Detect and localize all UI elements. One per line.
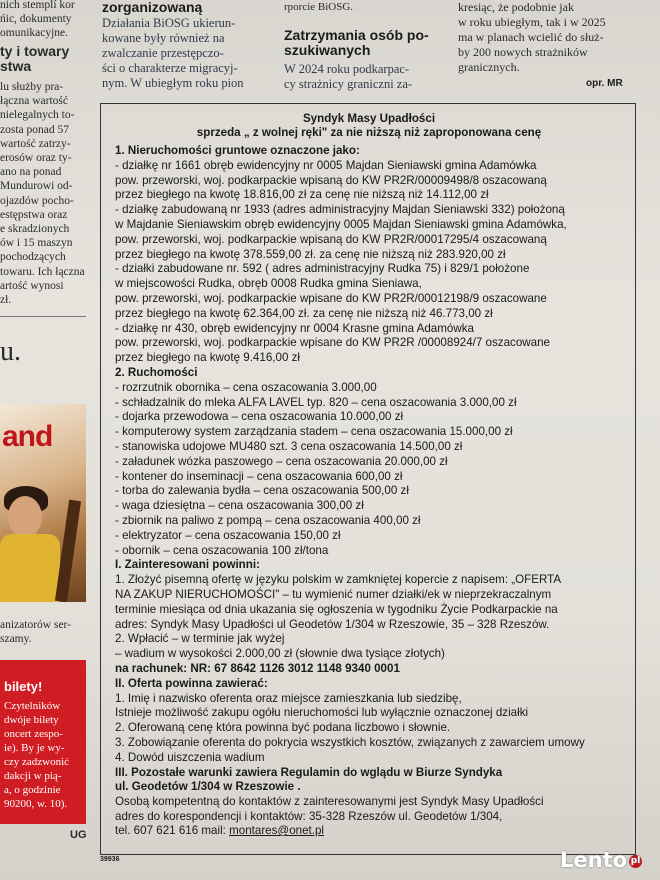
- article-column-2: [284, 0, 450, 96]
- ad-line: - obornik – cena oszacowania 100 zł/tona: [115, 543, 329, 557]
- left-line: ów i 15 maszyn: [0, 237, 73, 250]
- left-line: ńic, dokumenty: [0, 13, 72, 25]
- ad-line: 1. Złożyć pisemną ofertę w języku polskim w zamkniętej kopercie z napisem: „OFERTA: [115, 573, 562, 587]
- promo-line: 90200, w. 10).: [4, 798, 68, 810]
- promo-line: oncert zespo-: [4, 728, 63, 740]
- ad-line: - działkę nr 1661 obręb ewidencyjny nr 0005 Majdan Sieniawski gmina Adamówka: [115, 158, 537, 172]
- ad-line: - dojarka przewodowa – cena oszacowania 10.000,00 zł: [115, 410, 404, 424]
- watermark-suffix: pl: [630, 855, 641, 866]
- ad-line: - działki zabudowane nr. 592 ( adres administracyjny Rudka 75) i 829/1 położone: [115, 262, 530, 276]
- left-line: wartość zatrzy-: [0, 137, 71, 150]
- article-line: ma w planach wcielić do służ-: [458, 30, 604, 44]
- watermark-text: Lento: [560, 848, 628, 872]
- band-photo: [0, 404, 86, 602]
- left-line: łączna wartość: [0, 95, 69, 108]
- article-line: kresiąc, że podobnie jak: [458, 0, 574, 14]
- left-line: zosta ponad 57: [0, 123, 69, 136]
- ad-line: Osobą kompetentną do kontaktów z zainteresowanymi jest Syndyk Masy Upadłości: [115, 795, 544, 809]
- article-line: granicznych.: [458, 60, 520, 74]
- article-heading: zorganizowaną: [102, 0, 203, 15]
- left-line: pochodzących: [0, 251, 66, 264]
- ad-title: Syndyk Masy Upadłości: [302, 112, 436, 125]
- initials: UG: [70, 829, 87, 841]
- promo-line: czy zadzwonić: [4, 756, 70, 768]
- photo-caption: szamy.: [0, 633, 32, 645]
- ad-line: 1. Imię i nazwisko oferenta oraz miejsce zamieszkania lub siedzibę,: [115, 691, 462, 705]
- ad-line: - działkę nr 430, obręb ewidencyjny nr 0004 Krasne gmina Adamówka: [115, 321, 474, 335]
- ad-line: 4. Dowód uiszczenia wadium: [115, 750, 265, 764]
- ad-code: 39936: [100, 856, 120, 863]
- article-line: Działania BiOSG ukierun-: [102, 16, 236, 30]
- article-line: zwalczanie przestępczo-: [102, 46, 224, 60]
- left-line: omunikacyjne.: [0, 27, 69, 39]
- ad-subtitle: sprzeda „ z wolnej ręki" za nie niższą niż zaproponowana cenę: [196, 126, 542, 139]
- author-signature: opr. MR: [586, 78, 623, 89]
- ad-line: adres: Syndyk Masy Upadłości ul Geodetów 1/304 w Rzeszowie, 35 – 328 Rzeszów.: [115, 617, 550, 631]
- ad-line: – wadium w wysokości 2.000,00 zł (słownie dwa tysiące złotych): [115, 647, 445, 661]
- bankruptcy-sale-ad: [100, 103, 636, 855]
- ad-section-heading: ul. Geodetów 1/304 w Rzeszowie .: [115, 780, 301, 794]
- article-line: kowane były również na: [102, 31, 225, 45]
- ad-line: przez biegłego na kwotę 378.559,00 zł. za cenę nie niższą niż 283.920,00 zł: [115, 247, 506, 261]
- ad-line: 2. Wpłacić – w terminie jak wyżej: [115, 632, 285, 646]
- left-line: zł.: [0, 294, 12, 306]
- face-shape: [8, 496, 42, 538]
- ad-line: - kontener do inseminacji – cena oszacowania 600,00 zł: [115, 469, 403, 483]
- ad-line: w Majdanie Sieniawskim obręb ewidencyjny 0005 Majdan Sieniawski gmina Adamówka,: [115, 218, 567, 231]
- article-line: cy strażnicy graniczni za-: [284, 77, 413, 91]
- ad-line: 2. Oferowaną cenę która powinna być podana liczbowo i słownie.: [115, 721, 451, 735]
- left-line: Mundurowi od-: [0, 180, 73, 193]
- ad-line: NA ZAKUP NIERUCHOMOŚCI" – tu wymienić numer działki/ek w nieprzekraczalnym: [115, 588, 552, 601]
- ad-line: - stanowiska udojowe MU480 szt. 3 cena oszacowania 14.500,00 zł: [115, 440, 463, 453]
- ad-line: pow. przeworski, woj. podkarpackie wpisane do KW PR2R/00012198/9 oszacowane: [115, 292, 547, 305]
- article-column-1: [102, 0, 274, 96]
- ad-line: - rozrzutnik obornika – cena oszacowania 3.000,00: [115, 380, 377, 394]
- left-line: ojazdów pocho-: [0, 194, 74, 207]
- ad-line: 3. Zobowiązanie oferenta do pokrycia wszystkich kosztów, związanych z zawarciem umowy: [115, 736, 585, 749]
- ad-line: pow. przeworski, woj. podkarpackie wpisaną do KW PR2R/00017295/4 oszacowaną: [115, 232, 547, 246]
- column-divider: [0, 316, 86, 317]
- promo-line: ie). By je wy-: [4, 742, 65, 754]
- ad-line: pow. przeworski, woj. podkarpackie wpisane do KW PR2R /00008924/7 oszacowane: [115, 336, 551, 350]
- ad-line: przez biegłego na kwotę 9.416,00 zł: [115, 351, 300, 365]
- left-line: nielegalnych to-: [0, 109, 75, 122]
- ad-line: - waga dziesiętna – cena oszacowania 300,00 zł: [115, 499, 364, 513]
- left-heading: ty i towary: [0, 43, 70, 59]
- ad-line: przez biegłego na kwotę 62.364,00 zł. za cenę nie niższą niż 46.773,00 zł: [115, 306, 493, 320]
- article-line: nym. W ubiegłym roku pion: [102, 76, 244, 90]
- contact-phone: tel. 607 621 616 mail:: [115, 824, 230, 837]
- article-heading: Zatrzymania osób po-: [284, 27, 429, 43]
- ad-line: - komputerowy system zarządzania stadem – cena oszacowania 15.000,00 zł: [115, 425, 513, 439]
- left-line: e skradzionych: [0, 223, 70, 235]
- ad-line: terminie miesiąca od dnia ukazania się ogłoszenia w tygodniku Życie Podkarpackie na: [115, 602, 558, 616]
- article-line: rporcie BiOSG.: [284, 1, 354, 13]
- article-line: W 2024 roku podkarpac-: [284, 62, 410, 76]
- left-column: [0, 0, 92, 880]
- promo-line: Czytelników: [4, 700, 61, 712]
- ad-line: adres do korespondencji i kontaktów: 35-328 Rzeszów ul. Geodetów 1/304,: [115, 810, 503, 823]
- photo-caption: anizatorów ser-: [0, 619, 71, 631]
- ad-line: przez biegłego na kwotę 18.816,00 zł za cenę nie niższą niż 14.112,00 zł: [115, 188, 489, 202]
- left-line: towaru. Ich łączna: [0, 265, 85, 278]
- left-line: artość wynosi: [0, 279, 64, 292]
- photo-text: and: [2, 420, 53, 453]
- ad-line: - załadunek wózka paszowego – cena oszacowania 20.000,00 zł: [115, 454, 448, 468]
- article-line: w roku ubiegłym, tak i w 2025: [458, 15, 606, 29]
- ad-line: - zbiornik na paliwo z pompą – cena oszacowania 400,00 zł: [115, 514, 421, 527]
- ad-section-heading: 2. Ruchomości: [115, 366, 198, 379]
- ad-line: - elektryzator – cena oszacowania 150,00 zł: [115, 528, 341, 542]
- left-line: ano na ponad: [0, 166, 62, 179]
- ad-section-heading: I. Zainteresowani powinni:: [115, 558, 260, 572]
- left-line: nich stemplí kor: [0, 0, 75, 11]
- promo-line: a, o godzinie: [4, 784, 61, 796]
- ad-section-heading: na rachunek: NR: 67 8642 1126 3012 1148 9340 0001: [115, 662, 400, 675]
- ad-line: Istnieje możliwość zakupu ogółu nieruchomości lub wyłącznie oznaczonej działki: [115, 706, 529, 720]
- ad-contact: [115, 824, 324, 838]
- lento-watermark: [560, 848, 642, 872]
- promo-box: [0, 660, 86, 824]
- article-line: ści o charakterze migracyj-: [102, 61, 238, 75]
- ad-line: - schładzalnik do mleka ALFA LAVEL typ. 820 – cena oszacowania 3.000,00 zł: [115, 395, 517, 409]
- ad-line: pow. przeworski, woj. podkarpackie wpisaną do KW PR2R/00009498/8 oszacowaną: [115, 173, 547, 187]
- ad-section-heading: 1. Nieruchomości gruntowe oznaczone jako:: [115, 144, 360, 157]
- promo-title: bilety!: [4, 679, 43, 694]
- ad-line: w miejscowości Rudka, obręb 0008 Rudka gmina Sieniawa,: [115, 277, 422, 291]
- ad-section-heading: III. Pozostałe warunki zawiera Regulamin do wglądu w Biurze Syndyka: [115, 765, 503, 779]
- ad-section-heading: II. Oferta powinna zawierać:: [115, 676, 268, 690]
- promo-line: dwóje bilety: [4, 714, 59, 726]
- ad-line: - torba do zalewania bydła – cena oszacowania 500,00 zł: [115, 484, 409, 498]
- ad-line: - działkę zabudowaną nr 1933 (adres administracyjny Majdan Sieniawski 332) położoną: [115, 203, 565, 217]
- article-line: by 200 nowych strażników: [458, 45, 588, 59]
- promo-line: dakcji w pią-: [4, 770, 62, 782]
- contact-email[interactable]: montares@onet.pl: [229, 824, 325, 837]
- left-line: estępstwa oraz: [0, 208, 68, 221]
- left-big-text: u.: [0, 336, 21, 367]
- left-heading: stwa: [0, 58, 32, 74]
- left-line: erosów oraz ty-: [0, 152, 72, 164]
- left-line: lu służby pra-: [0, 81, 64, 93]
- article-heading: szukiwanych: [284, 42, 371, 58]
- shirt-shape: [0, 534, 60, 602]
